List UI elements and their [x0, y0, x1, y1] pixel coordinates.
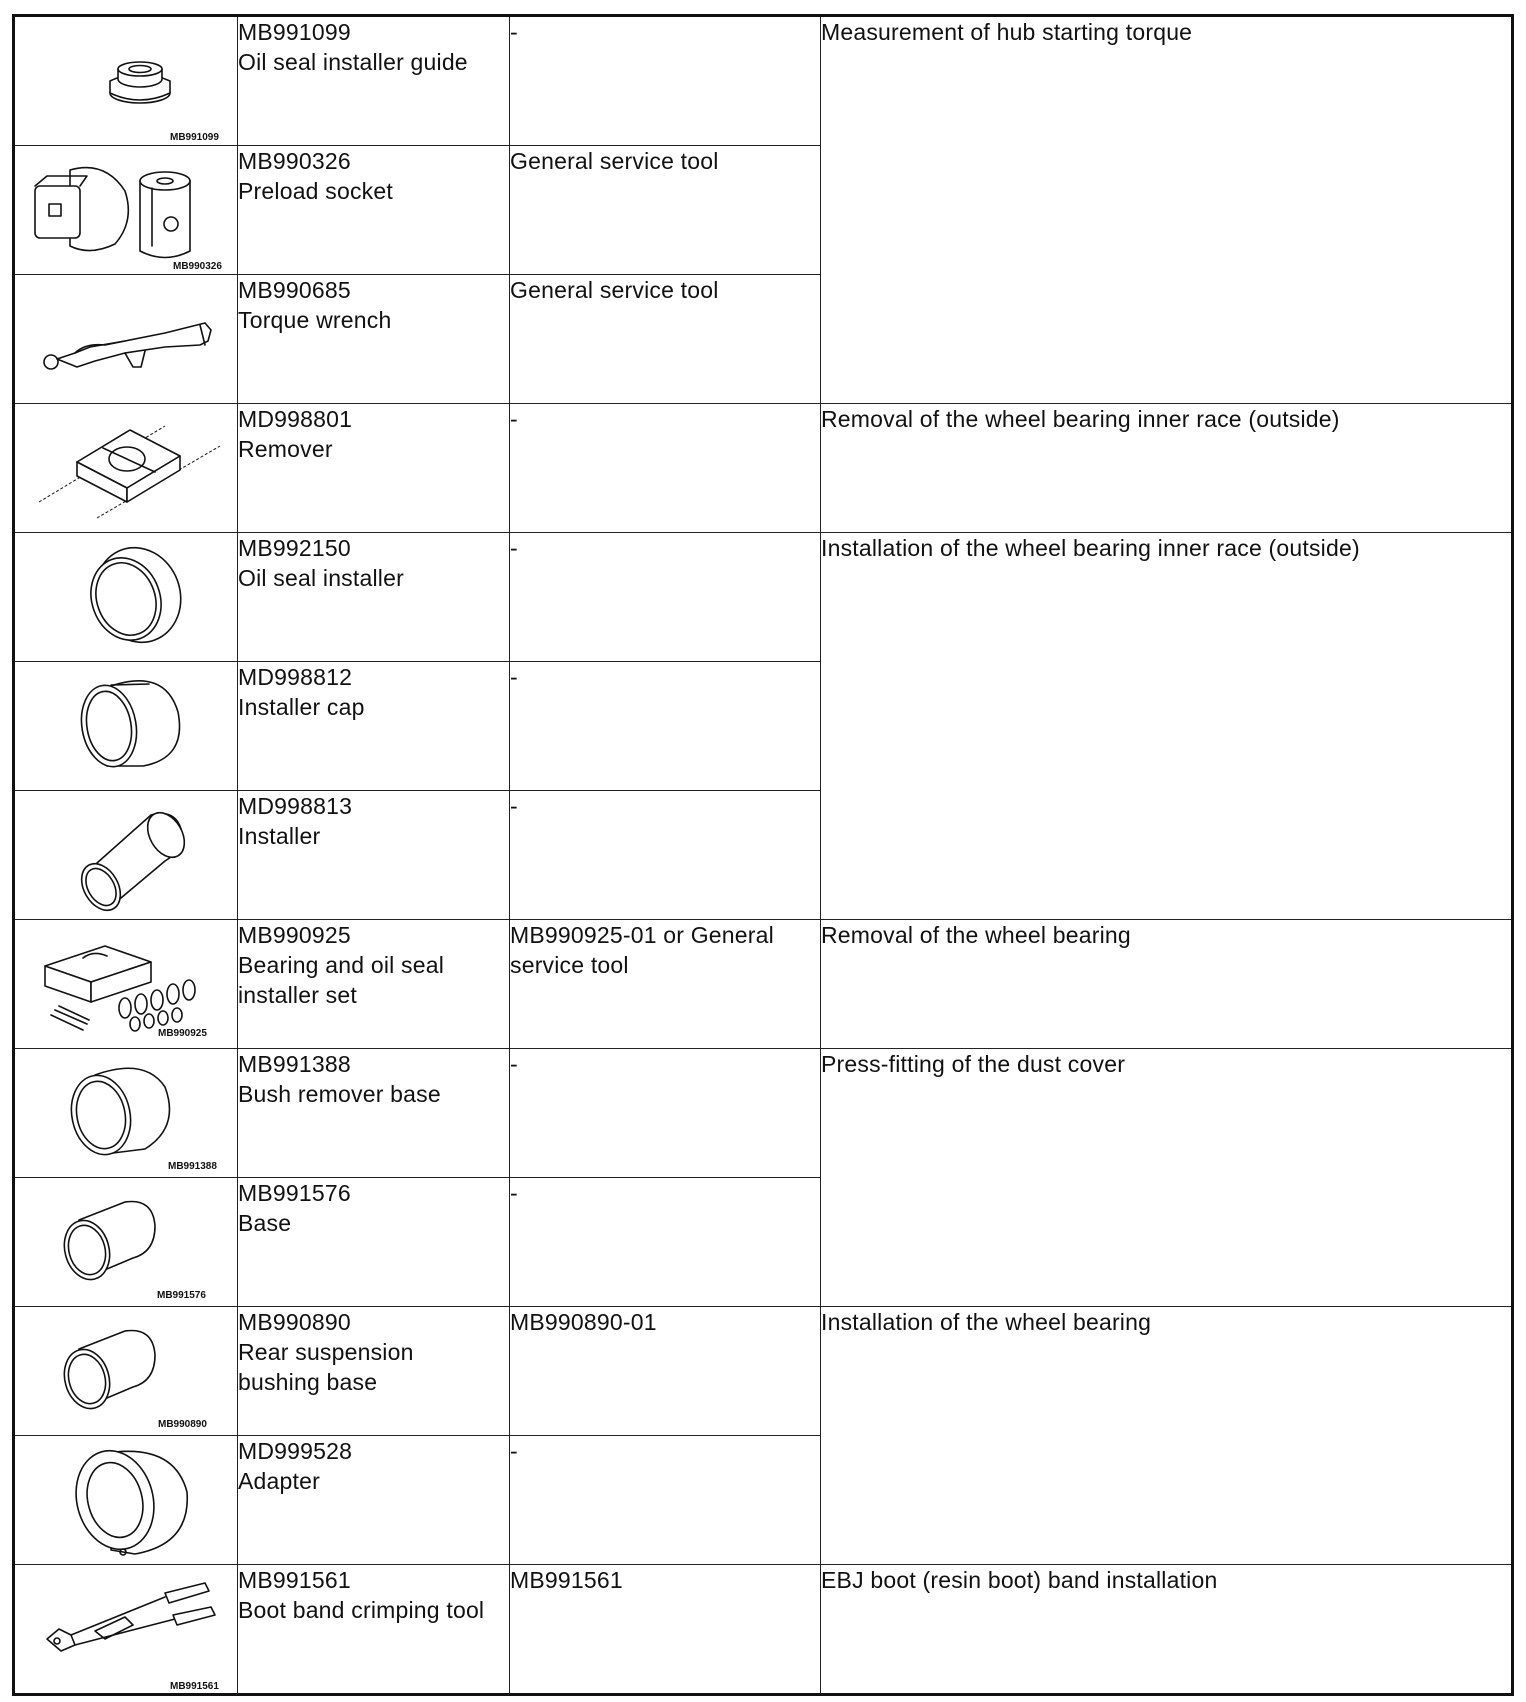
general-tool: - — [510, 1180, 518, 1206]
part-number: MB991099 — [238, 19, 351, 45]
tool-image-cell — [14, 920, 238, 1049]
application-cell — [821, 920, 1513, 1049]
general-tool-cell — [510, 1307, 821, 1436]
preload-socket-icon — [15, 146, 237, 274]
part-number: MB990890 — [238, 1309, 351, 1335]
bushing-base-icon — [15, 1307, 237, 1435]
part-number: MB990925 — [238, 922, 351, 948]
tool-image-cell — [14, 662, 238, 791]
application-text: EBJ boot (resin boot) band installation — [821, 1567, 1218, 1593]
table-row — [14, 533, 1513, 662]
table-row — [14, 1565, 1513, 1695]
part-number-cell — [238, 920, 510, 1049]
tool-image-cell — [14, 1436, 238, 1565]
tool-name-line: Rear suspension — [238, 1339, 414, 1365]
part-number-cell — [238, 1049, 510, 1178]
tool-name: Boot band crimping tool — [238, 1597, 485, 1623]
base-sleeve-icon — [15, 1178, 237, 1306]
general-tool-cell — [510, 1565, 821, 1695]
installer-cap-icon — [15, 662, 237, 790]
part-number-cell — [238, 275, 510, 404]
tool-name: Preload socket — [238, 178, 393, 204]
tool-name-line: bushing base — [238, 1369, 378, 1395]
application-text: Removal of the wheel bearing — [821, 922, 1131, 948]
tool-image-cell — [14, 146, 238, 275]
application-cell — [821, 1565, 1513, 1695]
general-tool-line: service tool — [510, 952, 629, 978]
general-tool: General service tool — [510, 148, 719, 174]
application-text: Measurement of hub starting torque — [821, 19, 1193, 45]
part-number-cell — [238, 662, 510, 791]
general-tool-cell — [510, 791, 821, 920]
tool-name: Remover — [238, 436, 333, 462]
tool-name: Oil seal installer — [238, 565, 404, 591]
part-number-cell — [238, 1178, 510, 1307]
general-tool-cell — [510, 1049, 821, 1178]
tool-name: Torque wrench — [238, 307, 392, 333]
part-number: MD998813 — [238, 793, 353, 819]
application-cell — [821, 404, 1513, 533]
part-number: MB991576 — [238, 1180, 351, 1206]
general-tool-cell — [510, 662, 821, 791]
table-row — [14, 1307, 1513, 1436]
tool-image-cell — [14, 275, 238, 404]
part-number-cell — [238, 146, 510, 275]
general-tool-cell — [510, 275, 821, 404]
tool-name: Installer — [238, 823, 321, 849]
tool-name: Bush remover base — [238, 1081, 441, 1107]
part-number: MB990326 — [238, 148, 351, 174]
tool-image-cell — [14, 16, 238, 146]
image-caption: MB990890 — [158, 1419, 207, 1430]
part-number-cell — [238, 791, 510, 920]
general-tool: - — [510, 406, 518, 432]
image-caption: MB990925 — [158, 1028, 207, 1039]
tool-name-line: Bearing and oil seal — [238, 952, 445, 978]
tool-image-cell — [14, 1049, 238, 1178]
part-number: MB992150 — [238, 535, 351, 561]
tool-name: Base — [238, 1210, 292, 1236]
tool-image-cell — [14, 533, 238, 662]
tool-name: Adapter — [238, 1468, 320, 1494]
application-text: Press-fitting of the dust cover — [821, 1051, 1126, 1077]
general-tool: - — [510, 664, 518, 690]
image-caption: MB990326 — [173, 261, 222, 272]
part-number: MB990685 — [238, 277, 351, 303]
general-tool-cell — [510, 1178, 821, 1307]
application-text: Installation of the wheel bearing inner race (outside) — [821, 535, 1360, 561]
tool-name-line: installer set — [238, 982, 357, 1008]
general-tool: - — [510, 535, 518, 561]
installer-set-icon — [15, 920, 237, 1048]
application-cell — [821, 533, 1513, 920]
tool-image-cell — [14, 1565, 238, 1695]
general-tool: General service tool — [510, 277, 719, 303]
special-tools-table — [12, 14, 1514, 1696]
table-row — [14, 920, 1513, 1049]
general-tool-cell — [510, 920, 821, 1049]
image-caption: MB991388 — [168, 1161, 217, 1172]
part-number: MB991388 — [238, 1051, 351, 1077]
application-cell — [821, 1049, 1513, 1307]
general-tool-cell — [510, 533, 821, 662]
oil-seal-installer-icon — [15, 533, 237, 661]
tool-name: Oil seal installer guide — [238, 49, 468, 75]
general-tool: MB991561 — [510, 1567, 623, 1593]
part-number-cell — [238, 533, 510, 662]
general-tool-cell — [510, 146, 821, 275]
part-number: MD998801 — [238, 406, 353, 432]
table-row — [14, 1049, 1513, 1178]
part-number-cell — [238, 1307, 510, 1436]
part-number: MD999528 — [238, 1438, 353, 1464]
general-tool-cell — [510, 16, 821, 146]
general-tool: - — [510, 1438, 518, 1464]
application-text: Installation of the wheel bearing — [821, 1309, 1152, 1335]
general-tool: MB990890-01 — [510, 1309, 657, 1335]
general-tool-cell — [510, 404, 821, 533]
image-caption: MB991099 — [170, 132, 219, 143]
adapter-ring-icon — [15, 1436, 237, 1564]
table-row — [14, 404, 1513, 533]
application-cell — [821, 16, 1513, 404]
part-number-cell — [238, 1436, 510, 1565]
torque-wrench-icon — [15, 275, 237, 403]
part-number: MD998812 — [238, 664, 353, 690]
installer-sleeve-icon — [15, 791, 237, 919]
tool-image-cell — [14, 791, 238, 920]
part-number-cell — [238, 404, 510, 533]
application-text: Removal of the wheel bearing inner race (outside) — [821, 406, 1340, 432]
crimping-tool-icon — [15, 1565, 237, 1693]
part-number: MB991561 — [238, 1567, 351, 1593]
part-number-cell — [238, 1565, 510, 1695]
tool-name: Installer cap — [238, 694, 365, 720]
installer-guide-icon — [15, 17, 237, 145]
image-caption: MB991576 — [157, 1290, 206, 1301]
general-tool: - — [510, 793, 518, 819]
part-number-cell — [238, 16, 510, 146]
general-tool: - — [510, 1051, 518, 1077]
application-cell — [821, 1307, 1513, 1565]
general-tool-cell — [510, 1436, 821, 1565]
general-tool-line: MB990925-01 or General — [510, 922, 774, 948]
bush-remover-base-icon — [15, 1049, 237, 1177]
image-caption: MB991561 — [170, 1681, 219, 1692]
tool-image-cell — [14, 404, 238, 533]
general-tool: - — [510, 19, 518, 45]
bearing-remover-icon — [15, 404, 237, 532]
tool-image-cell — [14, 1178, 238, 1307]
tool-image-cell — [14, 1307, 238, 1436]
table-row — [14, 16, 1513, 146]
